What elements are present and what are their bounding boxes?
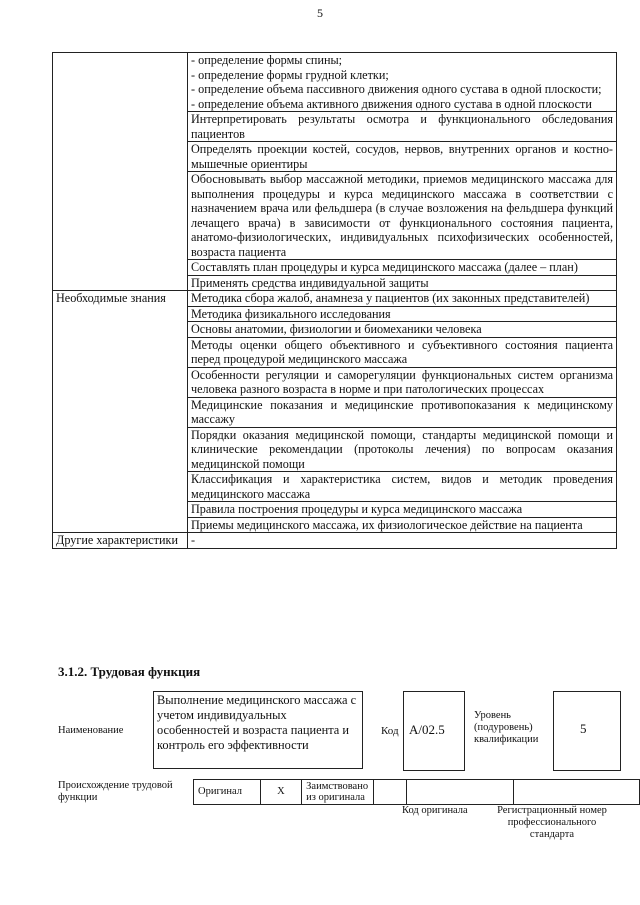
knowledge-item: Основы анатомии, физиологии и биомеханики человека bbox=[188, 322, 617, 338]
table-row bbox=[53, 291, 617, 307]
table-row bbox=[194, 780, 640, 805]
skill-item: Применять средства индивидуальной защиты bbox=[188, 275, 617, 291]
origin-label: Происхождение трудовой функции bbox=[58, 780, 173, 803]
knowledge-item: Порядки оказания медицинской помощи, стандарты медицинской помощи и клинические рекомендации (протоколы лечения) по вопросам оказания медицинской помощи bbox=[188, 427, 617, 472]
registration-number-caption: Регистрационный номер профессионального стандарта bbox=[497, 805, 607, 840]
knowledge-item: Методика сбора жалоб, анамнеза у пациентов (их законных представителей) bbox=[188, 291, 617, 307]
table-row bbox=[53, 53, 617, 112]
skill-item: Составлять план процедуры и курса медицинского массажа (далее – план) bbox=[188, 260, 617, 276]
level-value: 5 bbox=[580, 721, 587, 736]
skill-item: Определять проекции костей, сосудов, нервов, внутренних органов и костно-мышечные ориентиры bbox=[188, 142, 617, 172]
original-code-cell bbox=[406, 780, 513, 805]
borrowed-label: Заимствовано из оригинала bbox=[302, 780, 374, 805]
name-label: Наименование bbox=[58, 725, 124, 736]
other-value: - bbox=[188, 533, 617, 549]
skill-item: Обосновывать выбор массажной методики, приемов медицинского массажа для выполнения процедуры и курса медицинского массажа в соответствии с назначением врача или фельдшера (в случае возложения на фельдшера функций лечащего врача) в зависимости от функционального состояния пациента, анатомо-физиологических, индивидуальных психофизических особенностей, возраста пациента bbox=[188, 172, 617, 260]
code-original-caption: Код оригинала bbox=[402, 805, 468, 816]
original-mark: X bbox=[260, 780, 301, 805]
knowledge-item: Медицинские показания и медицинские противопоказания к медицинскому массажу bbox=[188, 397, 617, 427]
borrowed-mark bbox=[374, 780, 406, 805]
original-label: Оригинал bbox=[194, 780, 261, 805]
knowledge-item: Приемы медицинского массажа, их физиологическое действие на пациента bbox=[188, 517, 617, 533]
knowledge-item: Особенности регуляции и саморегуляции функциональных систем организма человека разного возраста в норме и при патологических процессах bbox=[188, 367, 617, 397]
level-box bbox=[553, 691, 621, 771]
code-label: Код bbox=[381, 725, 399, 737]
knowledge-item: Классификация и характеристика систем, видов и методик проведения медицинского массажа bbox=[188, 472, 617, 502]
knowledge-item: Правила построения процедуры и курса медицинского массажа bbox=[188, 502, 617, 518]
section-title: 3.1.2. Трудовая функция bbox=[58, 664, 201, 679]
function-name-box: Выполнение медицинского массажа с учетом индивидуальных особенностей и возраста пациента и контроль его эффективности bbox=[153, 691, 363, 769]
other-label: Другие характеристики bbox=[53, 533, 188, 549]
list-item: - определение формы спины; bbox=[191, 53, 343, 67]
page-number: 5 bbox=[317, 6, 323, 20]
knowledge-item: Методы оценки общего объективного и субъективного состояния пациента перед процедурой медицинского массажа bbox=[188, 337, 617, 367]
list-item: - определение объема активного движения одного сустава в одной плоскости bbox=[191, 96, 592, 111]
continuation-cell bbox=[188, 53, 617, 112]
knowledge-item: Методика физикального исследования bbox=[188, 306, 617, 322]
level-label: Уровень (подуровень) квалификации bbox=[474, 710, 539, 745]
list-item: - определение объема пассивного движения одного сустава в одной плоскости; bbox=[191, 82, 602, 96]
registration-number-cell bbox=[513, 780, 640, 805]
knowledge-label: Необходимые знания bbox=[53, 291, 188, 533]
table-row bbox=[53, 533, 617, 549]
list-item: - определение формы грудной клетки; bbox=[191, 67, 389, 82]
skills-label-cell bbox=[53, 53, 188, 291]
code-value: A/02.5 bbox=[409, 722, 445, 737]
requirements-table bbox=[52, 52, 617, 549]
origin-table bbox=[193, 779, 640, 805]
skill-item: Интерпретировать результаты осмотра и функционального обследования пациентов bbox=[188, 112, 617, 142]
